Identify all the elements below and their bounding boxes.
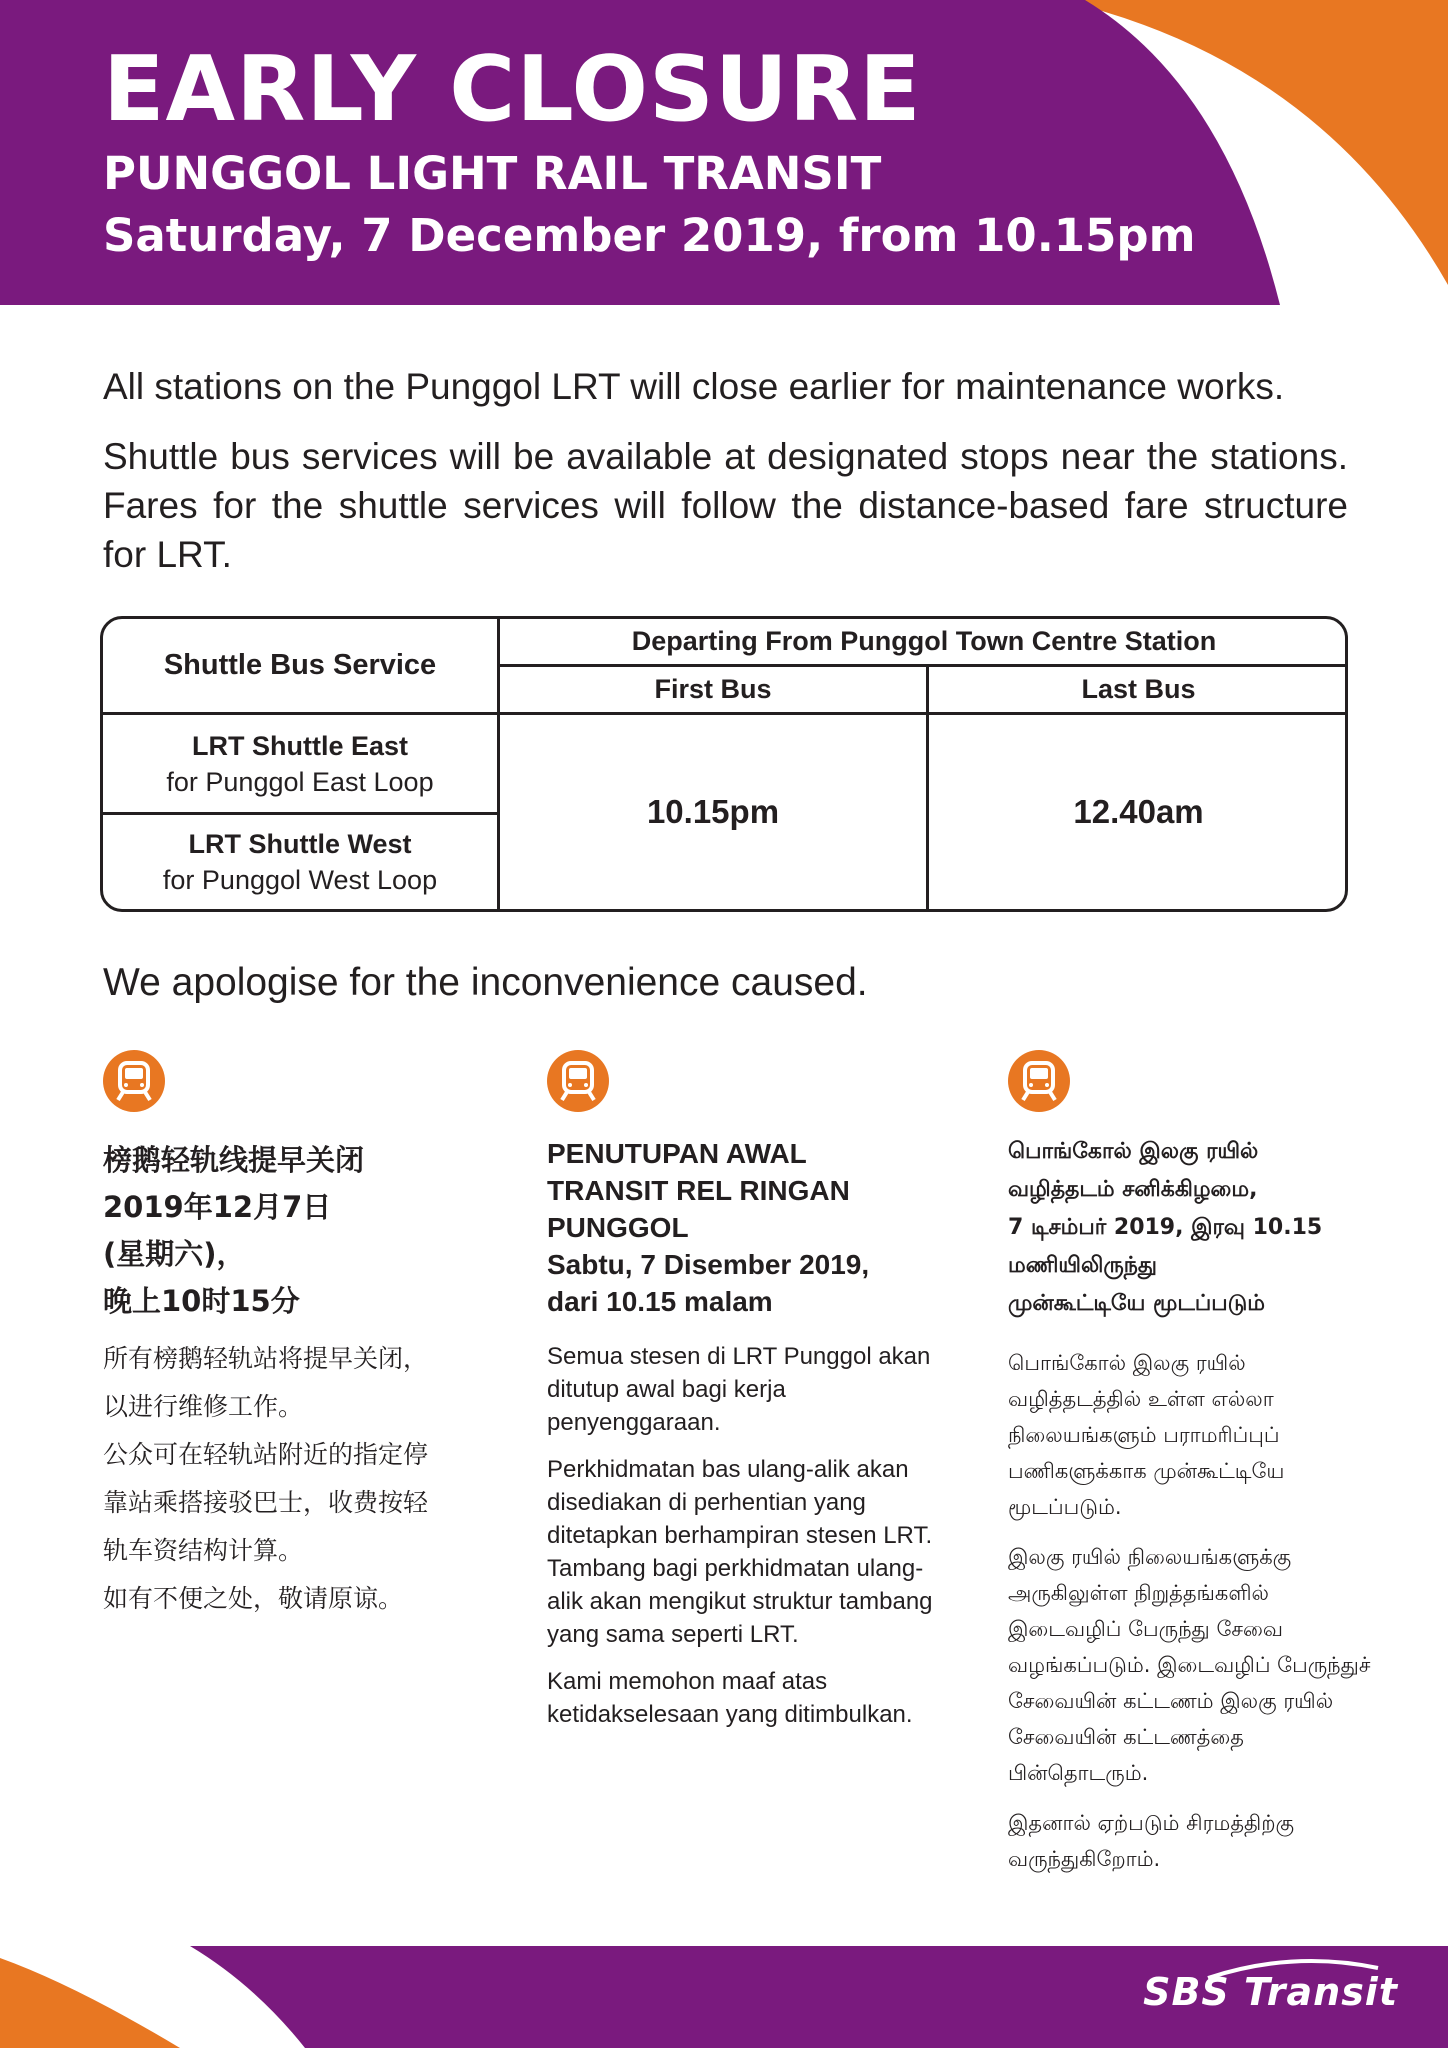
- service-row-west: [103, 815, 497, 909]
- tamil-title: பொங்கோல் இலகு ரயில் வழித்தடம் சனிக்கிழமை, 7 டிசம்பர் 2019, இரவு 10.15 மணியிலிருந்து முன்கூட்டியே மூடப்படும்: [1008, 1139, 1323, 1316]
- train-icon: [547, 1050, 609, 1112]
- tamil-section: [1008, 1050, 1380, 1891]
- page-title: EARLY CLOSURE: [103, 37, 922, 142]
- tamil-paragraph: இதனால் ஏற்படும் சிரமத்திற்கு வருந்துகிறோம்.: [1008, 1811, 1295, 1871]
- header-first-bus: First Bus: [654, 674, 772, 704]
- train-icon: [103, 1050, 165, 1112]
- tamil-body: [1008, 1345, 1380, 1877]
- malay-section: [547, 1050, 947, 1745]
- service-row-east: [103, 715, 497, 812]
- tamil-paragraph: இலகு ரயில் நிலையங்களுக்கு அருகிலுள்ள நிறுத்தங்களில் இடைவழிப் பேருந்து சேவை வழங்கப்படும். இடைவழிப் பேருந்துச் சேவையின் கட்டணம் இலகு ரயில் சேவையின் கட்டணத்தை பின்தொடரும்.: [1008, 1545, 1371, 1785]
- sbs-transit-logo: SBS Transit: [1143, 1970, 1398, 2014]
- orange-swoosh-bottom: [0, 1958, 180, 2048]
- malay-paragraph: Perkhidmatan bas ulang-alik akan disediakan di perhentian yang ditetapkan berhampiran stesen LRT. Tambang bagi perkhidmatan ulang-alik akan mengikut struktur tambang yang sama seperti LRT.: [547, 1456, 933, 1648]
- closure-date: Saturday, 7 December 2019, from 10.15pm: [103, 209, 1196, 262]
- page-subtitle: PUNGGOL LIGHT RAIL TRANSIT: [103, 147, 882, 200]
- service-desc: for Punggol East Loop: [166, 766, 434, 797]
- intro-paragraph-1: All stations on the Punggol LRT will close earlier for maintenance works.: [103, 366, 1285, 407]
- chinese-section: [103, 1050, 493, 1623]
- train-icon: [1008, 1050, 1070, 1112]
- malay-title: PENUTUPAN AWAL TRANSIT REL RINGAN PUNGGOL Sabtu, 7 Disember 2019, dari 10.15 malam: [547, 1138, 870, 1317]
- malay-body: [547, 1340, 947, 1731]
- chinese-title: 榜鹅轻轨线提早关闭 2019年12月7日 (星期六)， 晚上10时15分: [103, 1143, 365, 1318]
- apology-text: We apologise for the inconvenience caused.: [103, 961, 868, 1004]
- shuttle-table: [100, 616, 1348, 912]
- intro-paragraph-2: Shuttle bus services will be available at designated stops near the stations. Fares for the shuttle services will follow the distance-based fare structure for LRT.: [103, 436, 1348, 575]
- header-departing: Departing From Punggol Town Centre Station: [631, 626, 1217, 656]
- logo-swoosh-icon: [1203, 1956, 1383, 1986]
- last-bus-time: 12.40am: [1073, 793, 1204, 830]
- service-name: LRT Shuttle East: [191, 730, 408, 761]
- malay-paragraph: Kami memohon maaf atas ketidakselesaan yang ditimbulkan.: [547, 1668, 913, 1728]
- header-last-bus: Last Bus: [1081, 674, 1196, 704]
- service-desc: for Punggol West Loop: [162, 865, 438, 895]
- header: [103, 37, 1196, 266]
- malay-paragraph: Semua stesen di LRT Punggol akan ditutup awal bagi kerja penyenggaraan.: [547, 1343, 931, 1436]
- tamil-paragraph: பொங்கோல் இலகு ரயில் வழித்தடத்தில் உள்ள எல்லா நிலையங்களும் பராமரிப்புப் பணிகளுக்காக முன்கூட்டியே மூடப்படும்.: [1008, 1351, 1285, 1519]
- header-service: Shuttle Bus Service: [163, 649, 437, 681]
- chinese-body: 所有榜鹅轻轨站将提早关闭， 以进行维修工作。 公众可在轻轨站附近的指定停 靠站乘搭接驳巴士，收费按轻 轨车资结构计算。 如有不便之处，敬请原谅。: [103, 1344, 429, 1613]
- first-bus-time: 10.15pm: [646, 793, 780, 830]
- service-name: LRT Shuttle West: [188, 829, 412, 859]
